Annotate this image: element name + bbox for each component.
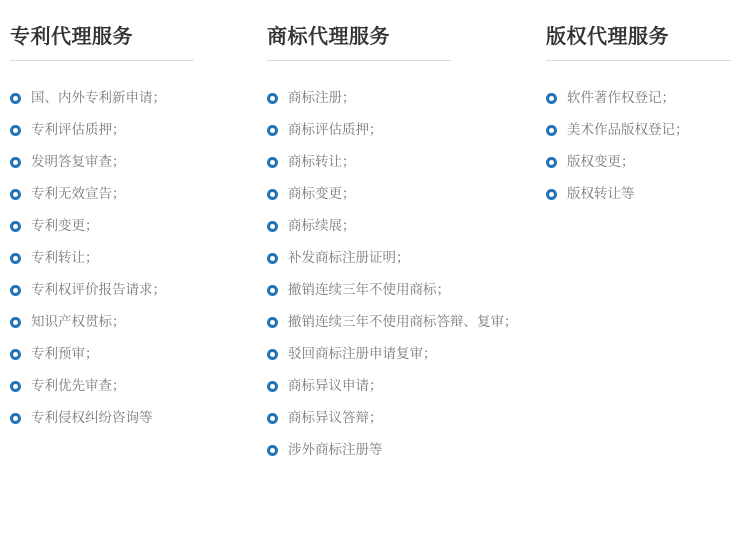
circle-ring-bullet-icon	[10, 189, 21, 200]
service-list-item	[267, 146, 451, 178]
circle-ring-bullet-icon	[267, 349, 278, 360]
service-list-item	[267, 274, 451, 306]
service-list-item	[10, 114, 194, 146]
service-item-label: 国、内外专利新申请；	[31, 90, 166, 105]
service-item-label: 商标评估质押；	[288, 122, 383, 137]
service-item-label: 版权变更；	[567, 154, 635, 169]
service-list-item	[10, 370, 194, 402]
service-list-item	[267, 306, 518, 338]
circle-ring-bullet-icon	[267, 285, 278, 296]
circle-ring-bullet-icon	[546, 189, 557, 200]
title-divider	[10, 60, 194, 61]
service-list-item	[267, 370, 451, 402]
service-list-copyright	[546, 82, 731, 210]
service-item-label: 商标异议答辩；	[288, 410, 383, 425]
service-list-item	[267, 210, 451, 242]
service-item-label: 商标续展；	[288, 218, 356, 233]
circle-ring-bullet-icon	[10, 93, 21, 104]
service-column-patent	[10, 0, 194, 434]
circle-ring-bullet-icon	[267, 221, 278, 232]
service-item-label: 美术作品版权登记；	[567, 122, 689, 137]
service-list-item	[10, 82, 194, 114]
service-list-item	[10, 306, 194, 338]
service-item-label: 撤销连续三年不使用商标答辩、复审；	[288, 314, 518, 329]
circle-ring-bullet-icon	[267, 317, 278, 328]
service-list-item	[10, 146, 194, 178]
service-item-label: 专利变更；	[31, 218, 99, 233]
service-list-item	[267, 114, 451, 146]
service-item-label: 商标注册；	[288, 90, 356, 105]
circle-ring-bullet-icon	[267, 125, 278, 136]
service-list-item	[267, 82, 451, 114]
service-item-label: 商标异议申请；	[288, 378, 383, 393]
column-title-copyright: 版权代理服务	[546, 26, 669, 48]
service-list-item	[10, 210, 194, 242]
service-item-label: 版权转让等	[567, 186, 635, 201]
column-title-patent: 专利代理服务	[10, 26, 133, 48]
service-list-item	[267, 434, 451, 466]
circle-ring-bullet-icon	[267, 253, 278, 264]
circle-ring-bullet-icon	[267, 381, 278, 392]
circle-ring-bullet-icon	[267, 157, 278, 168]
service-item-label: 专利转让；	[31, 250, 99, 265]
service-item-label: 商标转让；	[288, 154, 356, 169]
service-item-label: 专利无效宣告；	[31, 186, 126, 201]
circle-ring-bullet-icon	[10, 317, 21, 328]
service-item-label: 撤销连续三年不使用商标；	[288, 282, 450, 297]
service-list-item	[267, 338, 451, 370]
circle-ring-bullet-icon	[10, 381, 21, 392]
service-item-label: 驳回商标注册申请复审；	[288, 346, 437, 361]
service-list-item	[546, 178, 731, 210]
service-item-label: 涉外商标注册等	[288, 442, 383, 457]
circle-ring-bullet-icon	[10, 253, 21, 264]
circle-ring-bullet-icon	[267, 413, 278, 424]
service-item-label: 商标变更；	[288, 186, 356, 201]
circle-ring-bullet-icon	[10, 221, 21, 232]
circle-ring-bullet-icon	[10, 413, 21, 424]
circle-ring-bullet-icon	[267, 445, 278, 456]
circle-ring-bullet-icon	[10, 125, 21, 136]
title-divider	[267, 60, 451, 61]
service-item-label: 软件著作权登记；	[567, 90, 675, 105]
service-item-label: 专利预审；	[31, 346, 99, 361]
circle-ring-bullet-icon	[10, 157, 21, 168]
service-list-item	[10, 178, 194, 210]
service-item-label: 专利权评价报告请求；	[31, 282, 166, 297]
service-item-label: 专利优先审查；	[31, 378, 126, 393]
service-column-copyright	[546, 0, 731, 210]
service-list-trademark	[267, 82, 518, 466]
circle-ring-bullet-icon	[10, 285, 21, 296]
circle-ring-bullet-icon	[546, 125, 557, 136]
service-list-item	[10, 402, 194, 434]
circle-ring-bullet-icon	[546, 93, 557, 104]
service-list-item	[10, 274, 194, 306]
service-list-item	[546, 82, 731, 114]
service-list-item	[10, 338, 194, 370]
column-title-trademark: 商标代理服务	[267, 26, 390, 48]
circle-ring-bullet-icon	[10, 349, 21, 360]
service-list-item	[546, 114, 731, 146]
service-list-item	[267, 402, 451, 434]
title-divider	[546, 60, 731, 61]
service-item-label: 知识产权贯标；	[31, 314, 126, 329]
service-list-item	[267, 178, 451, 210]
circle-ring-bullet-icon	[267, 189, 278, 200]
circle-ring-bullet-icon	[546, 157, 557, 168]
service-item-label: 补发商标注册证明；	[288, 250, 410, 265]
service-item-label: 专利评估质押；	[31, 122, 126, 137]
service-list-item	[10, 242, 194, 274]
service-list-item	[546, 146, 731, 178]
service-list-item	[267, 242, 451, 274]
service-list-patent	[10, 82, 194, 434]
service-item-label: 发明答复审查；	[31, 154, 126, 169]
service-item-label: 专利侵权纠纷咨询等	[31, 410, 153, 425]
circle-ring-bullet-icon	[267, 93, 278, 104]
service-column-trademark	[267, 0, 518, 466]
